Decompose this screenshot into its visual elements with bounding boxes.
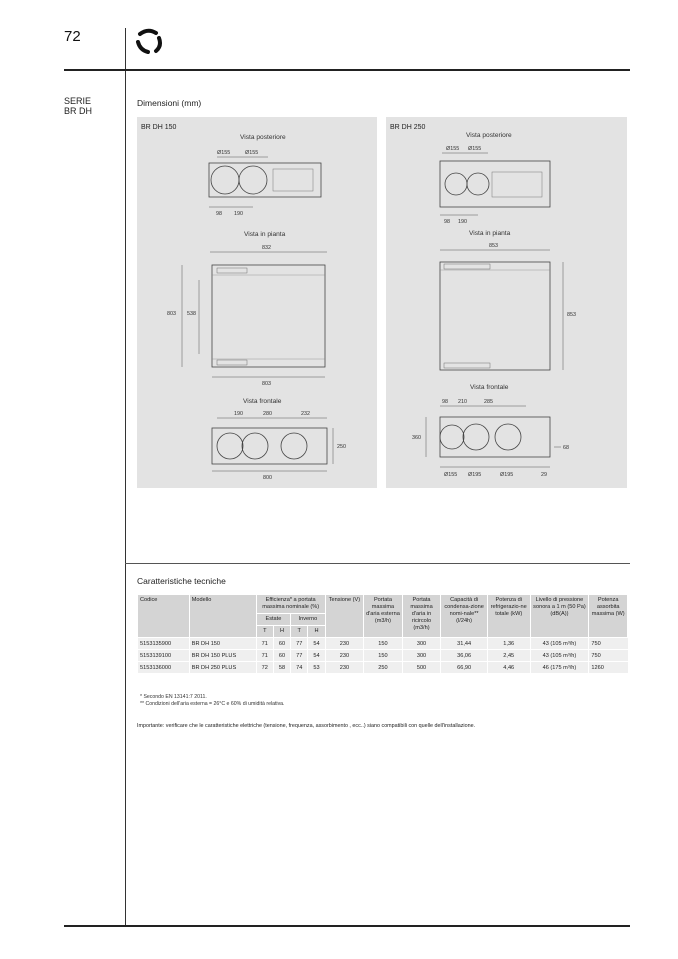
cell-condensation: 31,44 (441, 638, 488, 650)
table-row (138, 650, 628, 662)
right-plan-height: 853 (567, 312, 576, 318)
cell-sound: 46 (175 m³/h) (530, 662, 589, 674)
cell-power: 750 (589, 638, 628, 650)
cell-voltage: 230 (325, 650, 364, 662)
left-rear-d1: Ø155 (217, 150, 231, 156)
right-rear-title: Vista posteriore (466, 132, 512, 139)
header-summer-h: H (273, 626, 290, 638)
cell-summer-h: 60 (273, 650, 290, 662)
left-rear-d2: Ø155 (245, 150, 259, 156)
right-front-h: 360 (412, 435, 421, 441)
cell-winter-t: 77 (291, 638, 308, 650)
cell-winter-h: 54 (308, 638, 325, 650)
cell-summer-h: 60 (273, 638, 290, 650)
cell-summer-t: 71 (256, 650, 273, 662)
cell-summer-h: 58 (273, 662, 290, 674)
right-rear-d2: Ø155 (468, 146, 482, 152)
cell-power: 1260 (589, 662, 628, 674)
right-front-side: 68 (563, 445, 569, 451)
left-front-a: 190 (234, 411, 243, 417)
cell-power: 750 (589, 650, 628, 662)
cell-ext-flow: 150 (364, 650, 403, 662)
right-front-a: 98 (442, 399, 448, 405)
cell-code: 5153135900 (138, 638, 190, 650)
right-front-r: 29 (541, 472, 547, 478)
header-model: Modello (189, 595, 256, 638)
series-line-1: SERIE (64, 96, 92, 106)
left-plan-title: Vista in pianta (244, 231, 286, 238)
header-ext-flow: Portata massima d'aria esterna (m3/h) (364, 595, 403, 638)
right-plan-width: 853 (489, 243, 498, 249)
cell-cooling: 1,36 (487, 638, 530, 650)
section-rule (125, 563, 630, 564)
right-drawing (386, 117, 627, 488)
cell-sound: 43 (105 m³/h) (530, 650, 589, 662)
left-drawing-panel (137, 117, 377, 488)
cell-voltage: 230 (325, 638, 364, 650)
important-note: Importante: verificare che le caratteristiche elettriche (tensione, frequenza, assorbimento , ecc..) siano compatibili con quelle dell'installazione. (137, 723, 476, 729)
cell-condensation: 66,90 (441, 662, 488, 674)
right-front-b: 210 (458, 399, 467, 405)
right-panel-label: BR DH 250 (390, 124, 426, 131)
right-plan-title: Vista in pianta (469, 230, 511, 237)
swirl-logo-icon (134, 28, 164, 56)
series-line-2: BR DH (64, 106, 93, 116)
footer-rule (64, 925, 630, 927)
cell-ext-flow: 250 (364, 662, 403, 674)
cell-ext-flow: 150 (364, 638, 403, 650)
left-rear-title: Vista posteriore (240, 134, 286, 141)
series-label (64, 96, 92, 116)
table-row (138, 638, 628, 650)
specs-table (137, 594, 628, 674)
cell-cooling: 2,45 (487, 650, 530, 662)
footnote-2: ** Condizioni dell'aria esterna = 26°C e 60% di umidità relativa. (140, 701, 285, 707)
header-rec-flow: Portata massima d'aria in ricircolo (m3/h) (402, 595, 441, 638)
left-front-h: 250 (337, 444, 346, 450)
header-condensation: Capacità di condensa-zione nomi-nale** (l/24h) (441, 595, 488, 638)
left-front-title: Vista frontale (243, 398, 282, 405)
cell-cooling: 4,46 (487, 662, 530, 674)
left-plan-bottom: 803 (262, 381, 271, 387)
page-number: 72 (64, 28, 81, 45)
header-power: Potenza assorbita massima (W) (589, 595, 628, 638)
right-front-c: 285 (484, 399, 493, 405)
right-rear-w1: 98 (444, 219, 450, 225)
left-front-c: 232 (301, 411, 310, 417)
cell-winter-h: 54 (308, 650, 325, 662)
table-row (138, 662, 628, 674)
header-summer-t: T (256, 626, 273, 638)
header-summer: Estate (256, 614, 290, 626)
cell-rec-flow: 500 (402, 662, 441, 674)
vertical-divider (125, 28, 126, 926)
footnote-1: * Secondo EN 13141:7 2011. (140, 694, 207, 700)
cell-code: 5153136000 (138, 662, 190, 674)
cell-rec-flow: 300 (402, 638, 441, 650)
cell-summer-t: 72 (256, 662, 273, 674)
cell-winter-t: 74 (291, 662, 308, 674)
cell-rec-flow: 300 (402, 650, 441, 662)
header-sound: Livello di pressione sonora a 1 m (50 Pa) (dB(A)) (530, 595, 589, 638)
cell-model: BR DH 250 PLUS (189, 662, 256, 674)
cell-sound: 43 (105 m³/h) (530, 638, 589, 650)
header-efficiency: Efficienza* a portata massima nominale (%) (256, 595, 325, 614)
left-drawing (137, 117, 377, 488)
left-rear-w1: 98 (216, 211, 222, 217)
right-front-d1: Ø155 (444, 472, 458, 478)
left-plan-inner: 538 (187, 311, 196, 317)
cell-condensation: 36,06 (441, 650, 488, 662)
footnotes (140, 694, 285, 708)
left-plan-height: 803 (167, 311, 176, 317)
left-front-b: 280 (263, 411, 272, 417)
cell-code: 5153139100 (138, 650, 190, 662)
header-voltage: Tensione (V) (325, 595, 364, 638)
left-front-w: 800 (263, 475, 272, 481)
right-rear-d1: Ø155 (446, 146, 460, 152)
cell-voltage: 230 (325, 662, 364, 674)
cell-model: BR DH 150 (189, 638, 256, 650)
cell-winter-t: 77 (291, 650, 308, 662)
header-winter: Inverno (291, 614, 326, 626)
right-front-title: Vista frontale (470, 384, 509, 391)
header-winter-h: H (308, 626, 325, 638)
cell-model: BR DH 150 PLUS (189, 650, 256, 662)
right-front-d2: Ø195 (468, 472, 482, 478)
header-cooling: Potenza di refrigerazio-ne totale (kW) (487, 595, 530, 638)
left-panel-label: BR DH 150 (141, 124, 177, 131)
right-front-d3: Ø195 (500, 472, 514, 478)
specs-title: Caratteristiche tecniche (137, 576, 226, 586)
header-winter-t: T (291, 626, 308, 638)
right-rear-w2: 190 (458, 219, 467, 225)
right-drawing-panel (386, 117, 627, 488)
cell-winter-h: 53 (308, 662, 325, 674)
header-rule (64, 69, 630, 71)
cell-summer-t: 71 (256, 638, 273, 650)
dimensions-title: Dimensioni (mm) (137, 98, 202, 108)
left-plan-width: 832 (262, 245, 271, 251)
left-rear-w2: 190 (234, 211, 243, 217)
header-code: Codice (138, 595, 190, 638)
